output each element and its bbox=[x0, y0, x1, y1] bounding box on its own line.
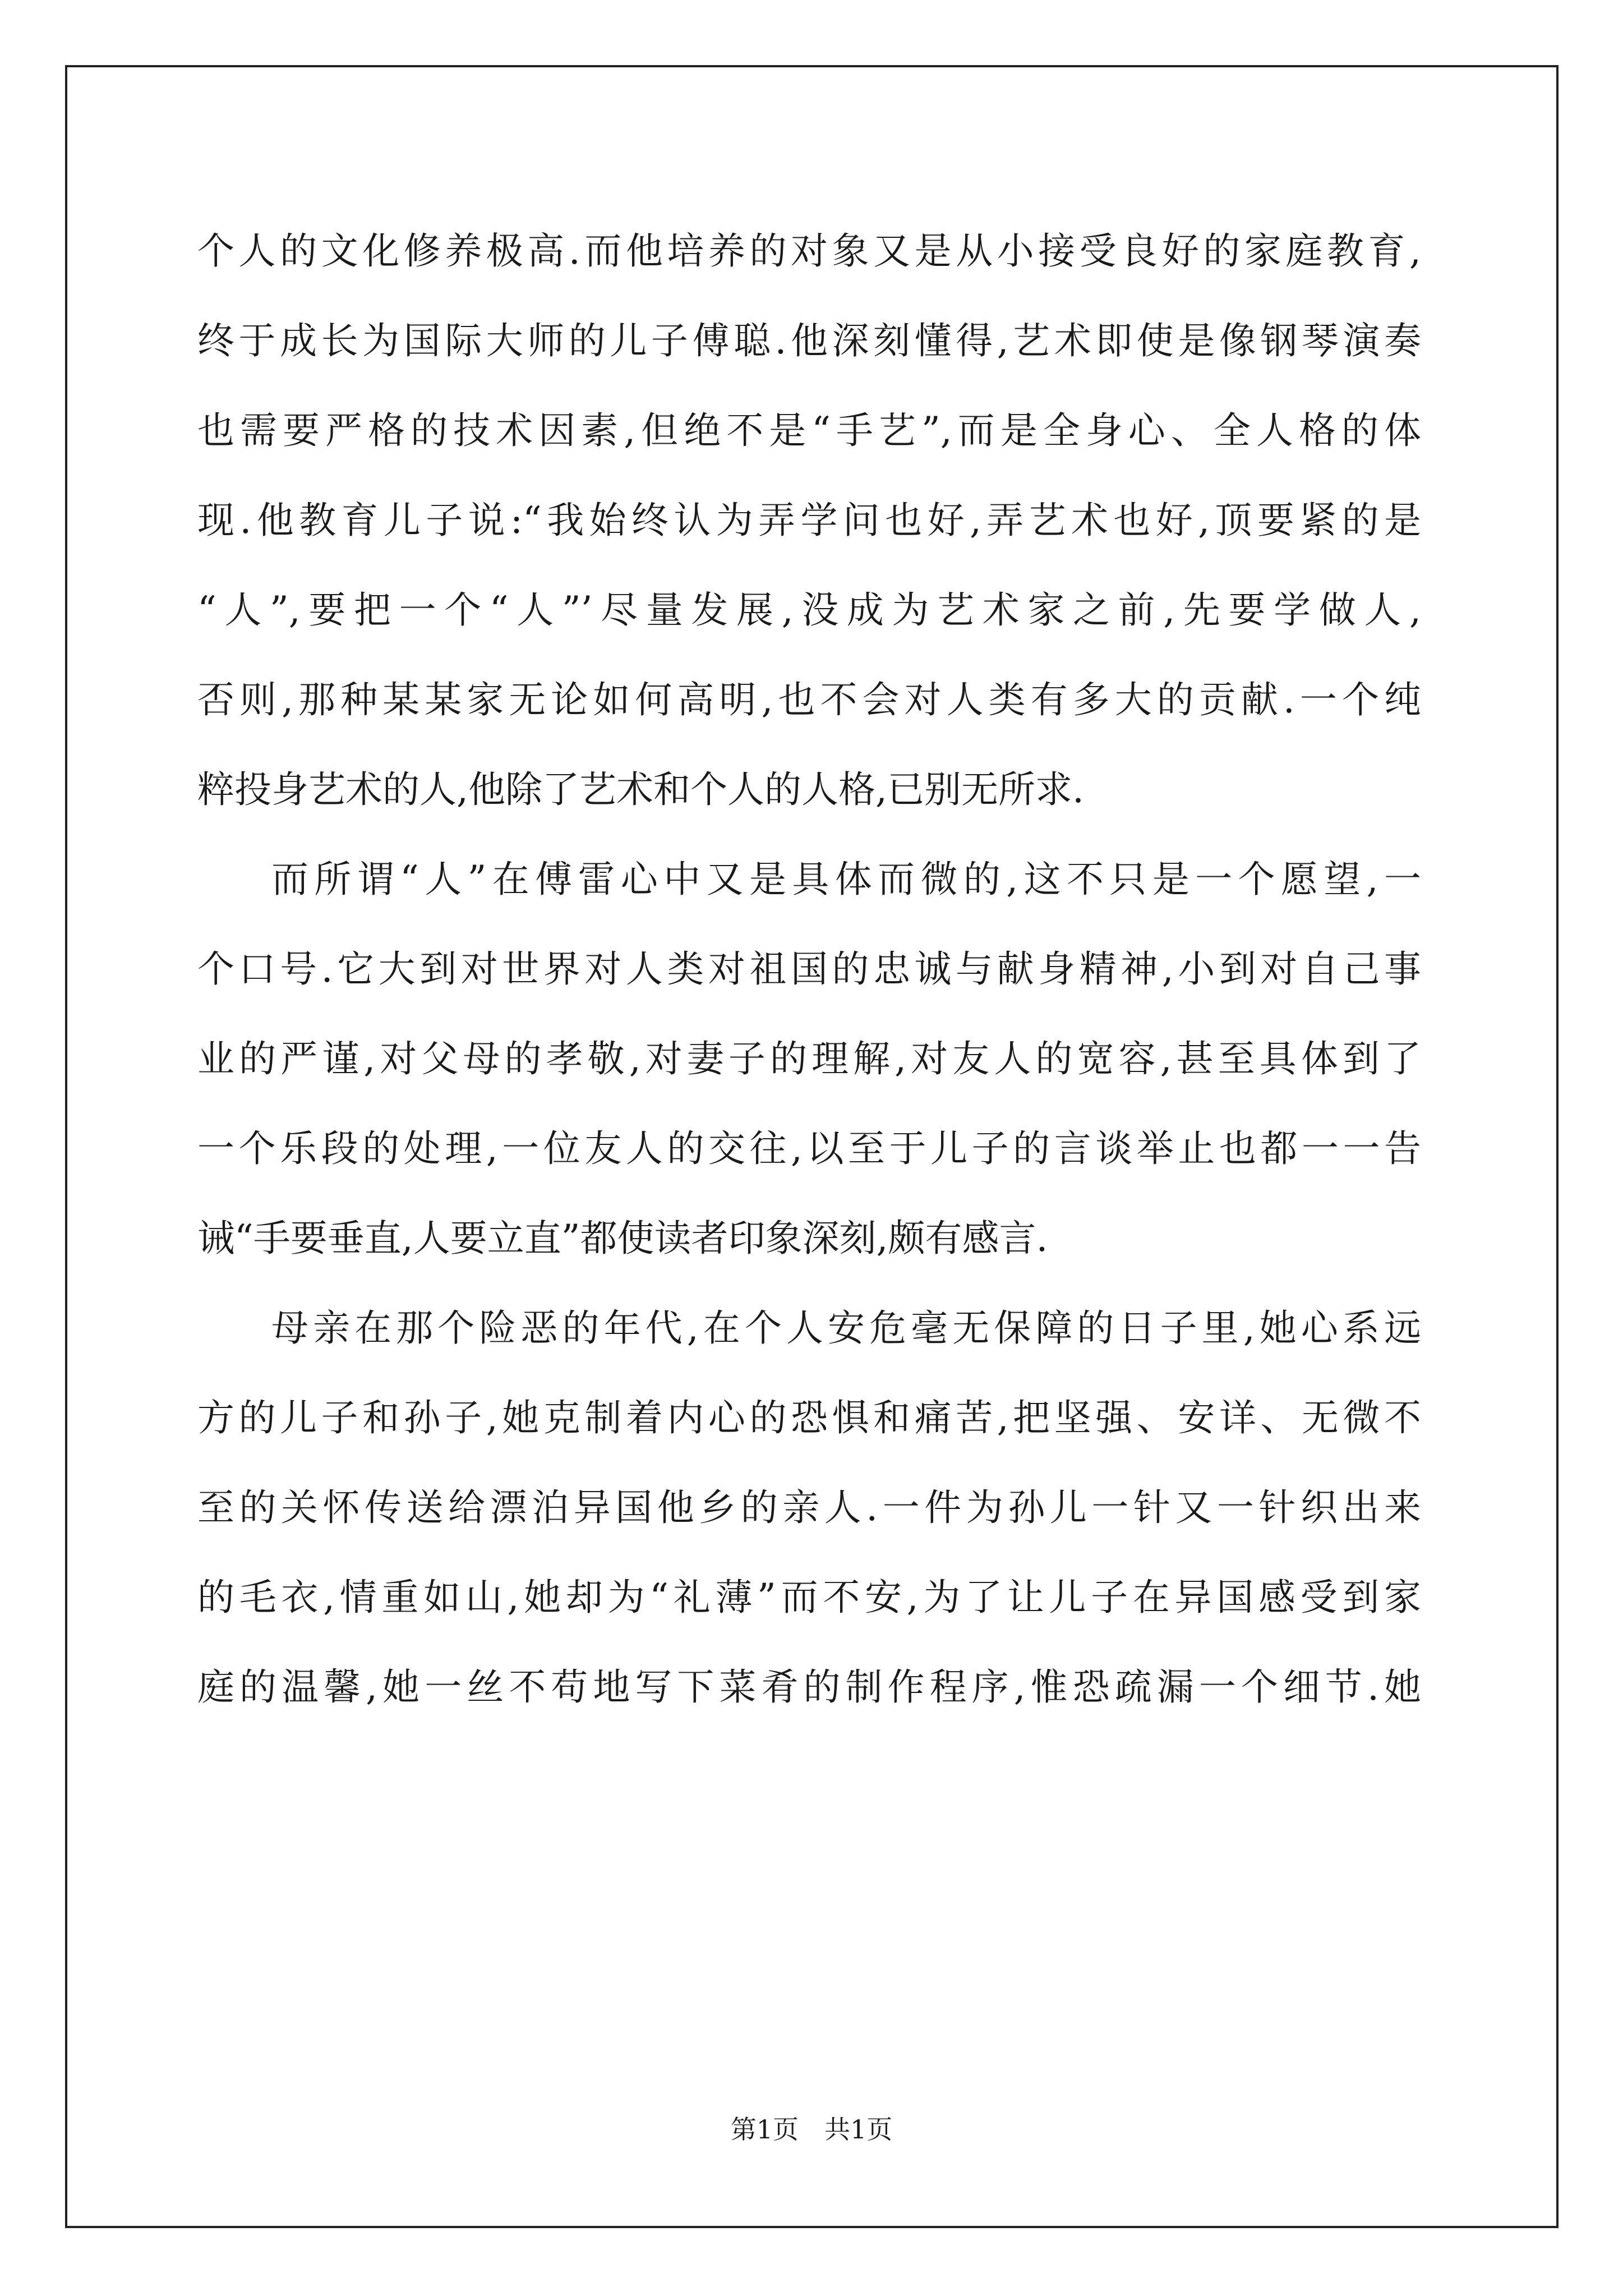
page-total: 共1页 bbox=[824, 2114, 893, 2145]
page-footer bbox=[0, 2109, 1623, 2146]
text-line: 诫“手要垂直,人要立直”都使读者印象深刻,颇有感言. bbox=[197, 1217, 1048, 1260]
text-line: 粹投身艺术的人,他除了艺术和个人的人格,已别无所求. bbox=[197, 768, 1084, 811]
text-line: 一个乐段的处理,一位友人的交往,以至于儿子的言谈举止也都一一告 bbox=[197, 1127, 1421, 1170]
text-line: 个口号.它大到对世界对人类对祖国的忠诚与献身精神,小到对自己事 bbox=[197, 947, 1421, 991]
text-line: 的毛衣,情重如山,她却为“礼薄”而不安,为了让儿子在异国感受到家 bbox=[197, 1576, 1421, 1619]
text-line: 庭的温馨,她一丝不苟地写下菜肴的制作程序,惟恐疏漏一个细节.她 bbox=[197, 1665, 1421, 1709]
text-line: 而所谓“人”在傅雷心中又是具体而微的,这不只是一个愿望,一 bbox=[271, 858, 1421, 901]
page-number: 第1页 bbox=[730, 2114, 799, 2145]
text-line: 终于成长为国际大师的儿子傅聪.他深刻懂得,艺术即使是像钢琴演奏 bbox=[197, 319, 1421, 362]
text-line: 也需要严格的技术因素,但绝不是“手艺”,而是全身心、全人格的体 bbox=[197, 409, 1421, 452]
text-line: 个人的文化修养极高.而他培养的对象又是从小接受良好的家庭教育, bbox=[197, 229, 1421, 273]
document-body bbox=[197, 206, 1421, 1732]
text-line: 业的严谨,对父母的孝敬,对妻子的理解,对友人的宽容,甚至具体到了 bbox=[197, 1037, 1421, 1080]
text-line: 否则,那种某某家无论如何高明,也不会对人类有多大的贡献.一个纯 bbox=[197, 678, 1421, 721]
text-line: 现.他教育儿子说:“我始终认为弄学问也好,弄艺术也好,顶要紧的是 bbox=[197, 499, 1421, 542]
text-line: 至的关怀传送给漂泊异国他乡的亲人.一件为孙儿一针又一针织出来 bbox=[197, 1486, 1421, 1529]
text-line: “人”,要把一个“人”’尽量发展,没成为艺术家之前,先要学做人, bbox=[197, 588, 1421, 632]
text-line: 方的儿子和孙子,她克制着内心的恐惧和痛苦,把坚强、安详、无微不 bbox=[197, 1396, 1421, 1439]
text-line: 母亲在那个险恶的年代,在个人安危毫无保障的日子里,她心系远 bbox=[271, 1306, 1421, 1350]
